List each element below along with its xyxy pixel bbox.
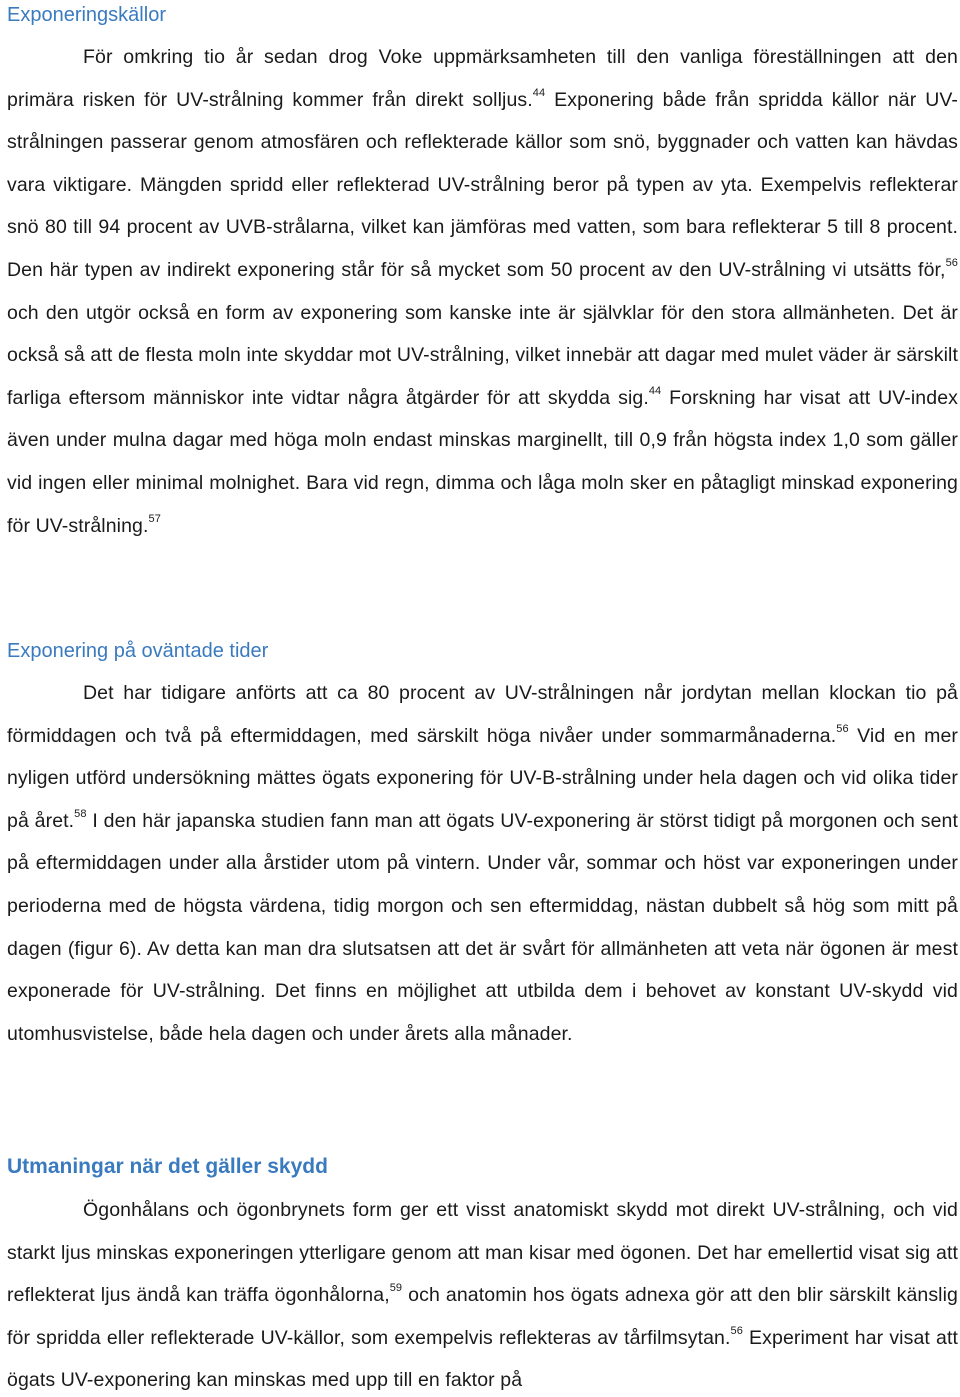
section-heading-exponering-ovantade-tider: Exponering på oväntade tider — [7, 640, 269, 662]
paragraph-text-run: I den här japanska studien fann man att ögats UV-exponering är störst tidigt på morgonen och sent på eftermiddagen under alla årstider utom på vintern. Under vår, sommar och höst var exponeringen under perioderna med de högsta värdena, tidig morgon och sen eftermiddag, nästan dubbelt så hög som mitt på dagen (figur 6). Av detta kan man dra slutsatsen att det är svårt för allmänheten att veta när ögonen är mest exponerade för UV-strålning. Det finns en möjlighet att utbilda dem i behovet av konstant UV-skydd vid utomhusvistelse, både hela dagen och under årets alla månader. — [7, 809, 958, 1045]
footnote-reference: 58 — [74, 807, 87, 820]
footnote-reference: 56 — [730, 1324, 743, 1337]
paragraph-text-run: Ögonhålans och ögonbrynets form ger ett visst anatomiskt skydd mot direkt UV-strålning, och vid starkt ljus minskas exponeringen ytterligare genom att man kisar med ögonen. Det har emellertid visat sig att reflekterat ljus ändå kan träffa ögonhålorna, — [7, 1199, 958, 1307]
footnote-reference: 56 — [836, 722, 849, 735]
footnote-reference: 44 — [532, 86, 546, 99]
section-paragraph-exponeringskallor — [7, 36, 958, 547]
section-heading-exponeringskallor: Exponeringskällor — [7, 4, 166, 26]
section-heading-utmaningar-skydd: Utmaningar när det gäller skydd — [7, 1155, 328, 1178]
footnote-reference: 57 — [148, 512, 161, 525]
paragraph-text-run: Forskning har visat att UV-index även under mulna dagar med höga moln endast minskas marginellt, till 0,9 från högsta index 1,0 som gäller vid ingen eller minimal molnighet. Bara vid regn, dimma och låga moln sker en påtagligt minskad exponering för UV-strålning. — [7, 386, 958, 537]
footnote-reference: 44 — [648, 384, 662, 397]
paragraph-text-run: Exponering både från spridda källor när UV-strålningen passerar genom atmosfären och reflekterade källor som snö, byggnader och vatten kan hävdas vara viktigare. Mängden spridd eller reflekterad UV-strålning beror på typen av yta. Exempelvis reflekterar snö 80 till 94 procent av UVB-strålarna, vilket kan jämföras med vatten, som bara reflekterar 5 till 8 procent. Den här typen av indirekt exponering står för så mycket som 50 procent av den UV-strålning vi utsätts för, — [7, 88, 959, 281]
paragraph-text-run: Det har tidigare anförts att ca 80 procent av UV-strålningen når jordytan mellan klockan tio på förmiddagen och två på eftermiddagen, med särskilt höga nivåer under sommarmånaderna. — [7, 682, 958, 747]
paragraph-text-run: Experiment har visat att ögats UV-exponering kan minskas med upp till en faktor på — [7, 1326, 958, 1392]
paragraph-text-run: För omkring tio år sedan drog Voke uppmärksamheten till den vanliga föreställningen att den primära risken för UV-strålning kommer från direkt solljus. — [7, 46, 958, 111]
paragraph-text-run: Vid en mer nyligen utförd undersökning mättes ögats exponering för UV-B-strålning under hela dagen och vid olika tider på året. — [7, 724, 958, 832]
section-paragraph-exponering-ovantade-tider — [7, 672, 958, 1055]
paragraph-text-run: och anatomin hos ögats adnexa gör att den blir särskilt känslig för spridda eller reflekterade UV-källor, som exempelvis reflekteras av tårfilmsytan. — [7, 1284, 958, 1349]
paragraph-text-run: och den utgör också en form av exponering som kanske inte är självklar för den stora allmänheten. Det är också så att de flesta moln inte skyddar mot UV-strålning, vilket innebär att dagar med mulet väder är särskilt farliga eftersom människor inte vidtar några åtgärder för att skydda sig. — [7, 301, 958, 409]
section-paragraph-utmaningar-skydd — [7, 1189, 958, 1397]
footnote-reference: 59 — [389, 1282, 403, 1295]
footnote-reference: 56 — [945, 256, 958, 269]
